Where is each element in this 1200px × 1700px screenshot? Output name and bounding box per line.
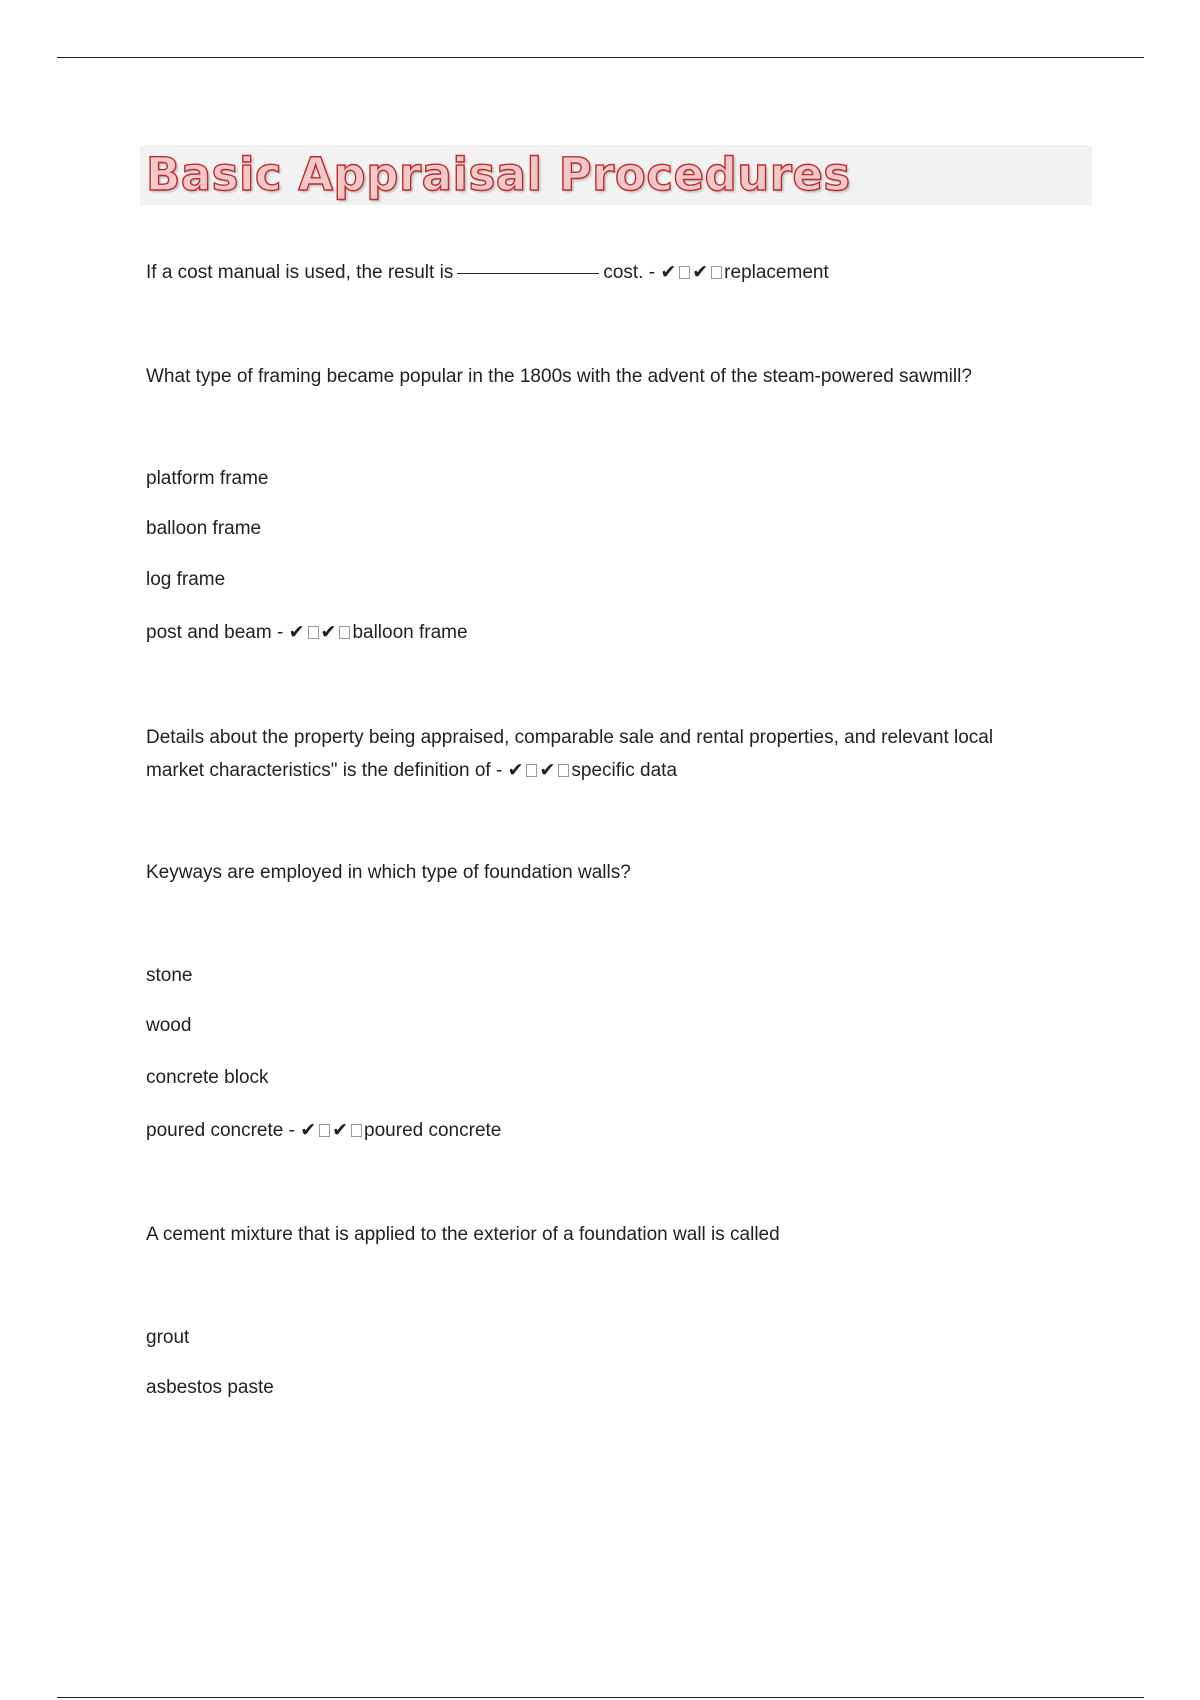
check-icon: ✔ [692,261,709,283]
fill-in-blank [457,272,599,274]
question-2-option: balloon frame [146,518,262,539]
question-4-answer: poured concrete [364,1120,502,1141]
question-4-option: poured concrete - [146,1120,295,1141]
question-1 [146,256,829,289]
question-4-option: concrete block [146,1067,269,1088]
question-2: What type of framing became popular in the 1800s with the advent of the steam-powered sawmill? [146,366,972,387]
question-5-option: asbestos paste [146,1377,274,1398]
box-icon [319,1124,330,1137]
question-5: A cement mixture that is applied to the exterior of a foundation wall is called [146,1224,780,1245]
question-2-option: platform frame [146,468,269,489]
header-rule [57,57,1144,58]
check-icon: ✔ [660,261,677,283]
check-icon: ✔ [300,1119,317,1141]
question-5-option: grout [146,1327,190,1348]
question-3-line-2 [146,754,677,787]
question-3-line-1: Details about the property being appraised, comparable sale and rental properties, and relevant local [146,727,994,748]
box-icon [679,266,690,279]
document-title: Basic Appraisal Procedures [146,148,851,201]
question-4-option-with-answer [146,1114,501,1147]
check-icon: ✔ [507,759,524,781]
question-2-option: post and beam - [146,622,284,643]
check-icon: ✔ [288,621,305,643]
question-1-text-after: cost. - [603,262,656,283]
box-icon [339,626,350,639]
check-icon: ✔ [539,759,556,781]
box-icon [711,266,722,279]
box-icon [351,1124,362,1137]
box-icon [526,764,537,777]
question-4-option: stone [146,965,193,986]
check-icon: ✔ [332,1119,349,1141]
question-1-text-before: If a cost manual is used, the result is [146,262,454,283]
footer-rule [57,1697,1144,1698]
check-icon: ✔ [320,621,337,643]
question-2-option-with-answer [146,616,468,649]
question-1-answer: replacement [724,262,829,283]
question-4: Keyways are employed in which type of foundation walls? [146,862,631,883]
question-4-option: wood [146,1015,192,1036]
question-2-option: log frame [146,569,226,590]
box-icon [308,626,319,639]
question-2-answer: balloon frame [352,622,468,643]
box-icon [558,764,569,777]
title-banner [140,145,1092,205]
question-3-answer: specific data [571,760,678,781]
question-3-text: market characteristics" is the definition of - [146,760,503,781]
